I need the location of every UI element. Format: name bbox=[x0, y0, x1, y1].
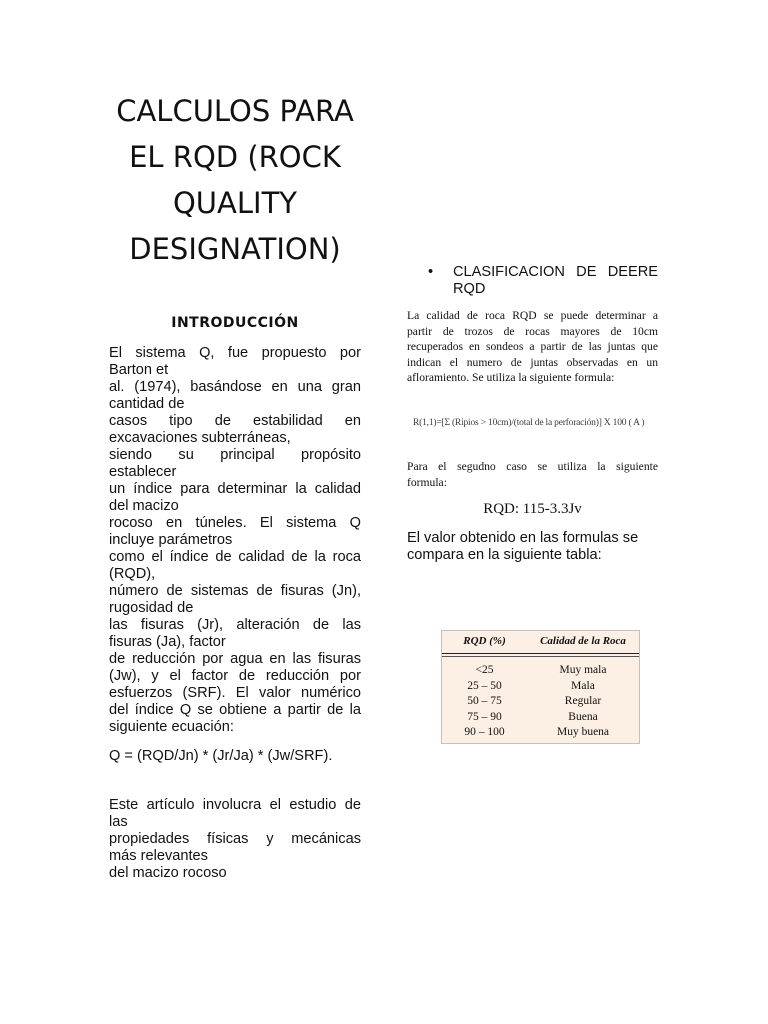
text-line: formula: bbox=[407, 475, 447, 489]
text-line: del macizo bbox=[109, 498, 179, 514]
text-line: La calidad de roca RQD se puede determinar a bbox=[407, 309, 658, 322]
text-line: Este artículo involucra el estudio de bbox=[109, 797, 361, 813]
article-paragraph bbox=[109, 797, 361, 882]
bullet-line: CLASIFICACION DE DEERE bbox=[453, 264, 658, 280]
text-line: partir de trozos de rocas mayores de 10cm bbox=[407, 324, 658, 338]
text-line: recuperados en sondeos a partir de las juntas que bbox=[407, 340, 658, 353]
text-line: las fisuras (Jr), alteración de las bbox=[109, 617, 361, 633]
text-line: incluye parámetros bbox=[109, 532, 233, 548]
text-line: al. (1974), basándose en una gran bbox=[109, 379, 361, 395]
bullet-icon: • bbox=[428, 264, 434, 280]
text-line: El sistema Q, fue propuesto por bbox=[109, 345, 361, 361]
text-line: más relevantes bbox=[109, 848, 208, 864]
text-line: siendo su principal propósito bbox=[109, 447, 361, 463]
text-line: rugosidad de bbox=[109, 600, 194, 616]
rqd-quality-table bbox=[441, 630, 640, 744]
compare-text bbox=[407, 530, 657, 564]
text-line: siguiente ecuación: bbox=[109, 719, 234, 735]
rqd-range: <25 bbox=[475, 664, 494, 676]
table-row bbox=[442, 711, 639, 727]
table-body bbox=[442, 664, 639, 742]
rqd-formula-image: R(1,1)=[Σ (Ripios > 10cm)/(total de la perforación)] X 100 ( A ) bbox=[413, 418, 645, 428]
text-line: Para el segudno caso se utiliza la siguiente bbox=[407, 460, 658, 473]
table-row bbox=[442, 726, 639, 742]
header-quality: Calidad de la Roca bbox=[540, 635, 626, 647]
text-line: esfuerzos (SRF). El valor numérico bbox=[109, 685, 361, 701]
text-line: como el índice de calidad de la roca bbox=[109, 549, 361, 565]
header-divider bbox=[442, 656, 639, 657]
text-line: El valor obtenido en las formulas se bbox=[407, 530, 639, 546]
rqd-description bbox=[407, 308, 658, 386]
text-line: Barton et bbox=[109, 362, 169, 378]
text-line: compara en la siguiente tabla: bbox=[407, 547, 602, 563]
text-line: excavaciones subterráneas, bbox=[109, 430, 291, 446]
title-line: DESIGNATION) bbox=[129, 232, 341, 266]
rock-quality: Mala bbox=[571, 679, 595, 692]
text-line: las bbox=[109, 814, 128, 830]
text-line: establecer bbox=[109, 464, 177, 480]
text-line: indican el numero de juntas observadas en un bbox=[407, 355, 658, 369]
rqd-range: 25 – 50 bbox=[467, 679, 502, 692]
document-title bbox=[95, 88, 375, 272]
text-line: afloramiento. Se utiliza la siguiente formula: bbox=[407, 371, 615, 384]
intro-heading: INTRODUCCIÓN bbox=[171, 315, 299, 331]
rqd-range: 75 – 90 bbox=[467, 710, 502, 723]
rqd-jv-formula: RQD: 115-3.3Jv bbox=[483, 501, 582, 517]
text-line: fisuras (Ja), factor bbox=[109, 634, 226, 650]
bullet-line: RQD bbox=[453, 281, 486, 297]
rock-quality: Muy mala bbox=[559, 664, 607, 676]
rqd-range: 50 – 75 bbox=[467, 695, 502, 708]
rqd-range: 90 – 100 bbox=[464, 726, 505, 739]
table-row bbox=[442, 695, 639, 711]
text-line: cantidad de bbox=[109, 396, 185, 412]
table-header bbox=[442, 631, 639, 654]
header-rqd: RQD (%) bbox=[463, 635, 506, 647]
text-line: casos tipo de estabilidad en bbox=[109, 413, 361, 429]
text-line: del macizo rocoso bbox=[109, 865, 227, 881]
title-line: EL RQD (ROCK bbox=[129, 140, 341, 174]
text-line: (RQD), bbox=[109, 566, 156, 582]
text-line: un índice para determinar la calidad bbox=[109, 481, 361, 497]
text-line: rocoso en túneles. El sistema Q bbox=[109, 515, 361, 531]
text-line: del índice Q se obtiene a partir de la bbox=[109, 702, 361, 718]
bullet-text bbox=[453, 264, 658, 298]
text-line: de reducción por agua en las fisuras bbox=[109, 651, 361, 667]
title-line: CALCULOS PARA bbox=[116, 94, 354, 128]
rock-quality: Buena bbox=[568, 710, 598, 723]
rock-quality: Muy buena bbox=[556, 726, 610, 739]
intro-paragraph bbox=[109, 345, 361, 736]
text-line: número de sistemas de fisuras (Jn), bbox=[109, 583, 361, 599]
title-line: QUALITY bbox=[172, 186, 298, 220]
text-line: (Jw), y el factor de reducción por bbox=[109, 668, 361, 684]
table-row bbox=[442, 664, 639, 680]
table-row bbox=[442, 680, 639, 696]
rock-quality: Regular bbox=[564, 695, 602, 708]
second-case-text bbox=[407, 459, 658, 490]
q-equation: Q = (RQD/Jn) * (Jr/Ja) * (Jw/SRF). bbox=[109, 748, 333, 764]
text-line: propiedades físicas y mecánicas bbox=[109, 831, 361, 847]
